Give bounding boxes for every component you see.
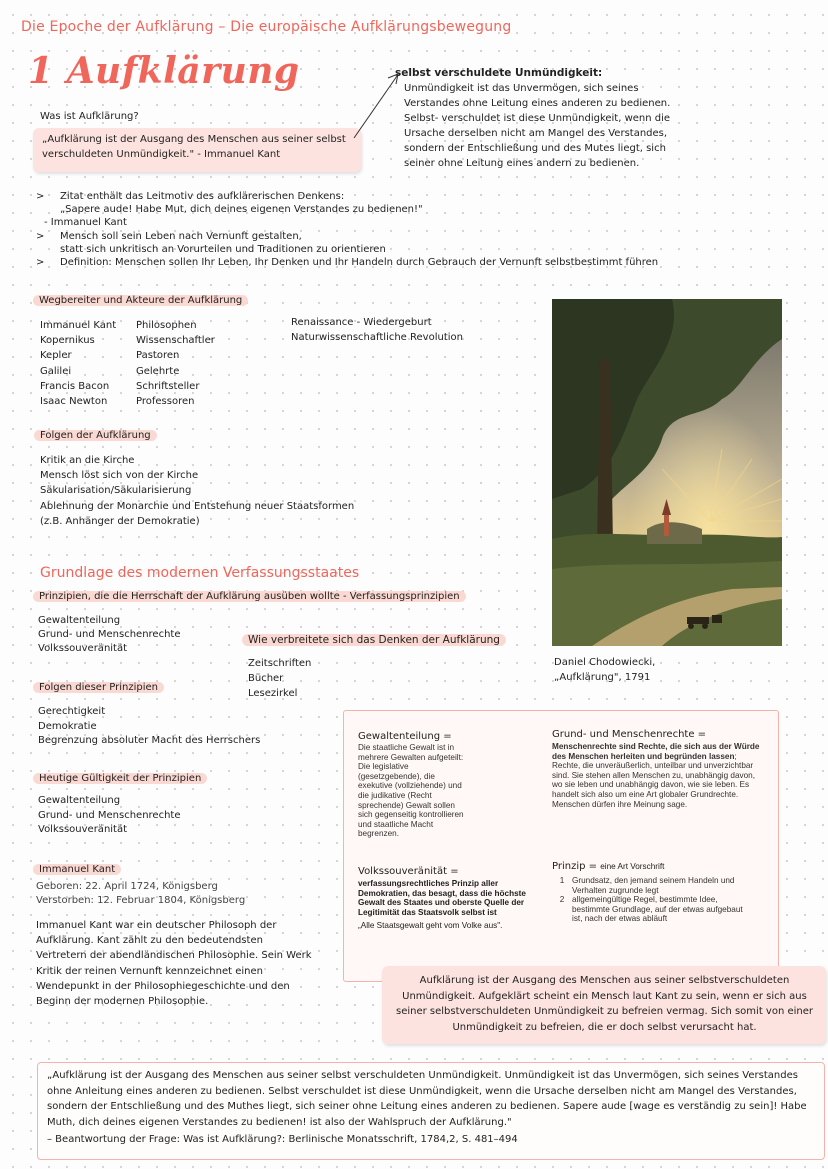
prinzip-item [552,876,762,895]
kant-bio-line: Kritik der reinen Vernunft kennzeichnet einen [36,965,263,977]
verbreitung-item: Bücher [248,673,284,684]
prinzip-number: 1 [559,876,565,885]
bullet-text: Zitat enthält das Leitmotiv des aufklärerischen Denkens: [60,191,345,202]
principles-list [38,614,180,656]
bullet-text: Definition: Menschen sollen Ihr Leben, Ihr Denken und Ihr Handeln durch Gebrauch der Vernunft selbstbestimmt führen [60,257,659,269]
prinzip-list [552,876,762,924]
painting-image [552,299,782,646]
wegbereiter-role: Philosophen [136,320,197,331]
caption-line: Daniel Chodowiecki, [554,657,656,668]
wegbereiter-epochs [291,315,463,345]
bullet-text: statt sich unkritisch an Vorurteilen und Traditionen zu orientieren [60,243,386,255]
wegbereiter-name: Immanuel Kant [40,320,117,331]
folgen-prinzipien-item: Demokratie [38,720,97,732]
wegbereiter-names [40,318,116,409]
wegbereiter-roles [136,318,215,409]
grundrechte-rest: ; Rechte, die unveräußerlich, unteilbar und unverzichtbar sind. Sie stehen allen Menschen zu, unabhängig davon, wo sie leben und unabhängig davon, wie sie leben. Es handelt sich also um eine Art globaler Grundrechte. Menschen dürfen ihre Meinung sage. [552,751,756,809]
heute-heading-text: Heutige Gültigkeit der Prinzipien [33,773,207,784]
kant-bio-line: Vertretern der abendländischen Philosophie. Sein Werk [36,950,312,962]
kant-born: Geboren: 22. April 1724, Königsberg [36,881,218,892]
folgen-item: (z.B. Anhänger der Demokratie) [40,515,200,527]
prinzip-text: allgemeingültige Regel, bestimmte Idee, bestimmte Grundlage, auf der etwas aufgebaut ist, nach der etwas abläuft [572,895,743,924]
grundrechte-text [552,742,762,809]
section-heading: 1 Aufklärung [28,50,300,92]
folgen-prinzipien-heading-text: Folgen dieser Prinzipien [33,682,164,693]
heute-item: Gewaltenteilung [38,795,121,806]
wegbereiter-role: Wissenschaftler [136,335,215,347]
kant-heading [33,862,121,877]
definition-line: Selbst- verschuldet ist diese Unmündigkeit, wenn die [404,113,671,124]
principle-item: Gewaltenteilung [38,615,121,626]
bullet-item [36,256,816,269]
kant-bio-line: Beginn der modernen Philosophie. [36,996,209,1008]
verbreitung-heading [242,633,506,648]
wegbereiter-name: Francis Bacon [40,380,110,392]
wegbereiter-role: Schriftsteller [136,380,200,392]
bullet-item [36,230,816,243]
kant-bio [36,918,336,1009]
wegbereiter-heading [33,293,248,308]
principle-item: Grund- und Menschenrechte [38,629,181,640]
wegbereiter-epoch: Renaissance - Wiedergeburt [291,317,432,328]
folgen-heading-text: Folgen der Aufklärung [34,430,157,441]
folgen-prinzipien-list [38,705,260,749]
volkssouveraenitaet-text: verfassungsrechtliches Prinzip aller Demokratien, das besagt, dass die höchste Gewalt des Staates und oberste Quelle der Legitimität das Staatsvolk selbst ist [358,879,526,917]
definition-block [395,66,695,171]
wegbereiter-name: Isaac Newton [40,396,108,408]
bullet-marker: > [36,191,45,202]
wegbereiter-role: Gelehrte [136,365,180,377]
definition-line: Unmündigkeit ist das Unvermögen, sich seines [404,83,639,94]
page-title: Die Epoche der Aufklärung – Die europäische Aufklärungsbewegung [21,19,512,35]
painting-caption [554,655,655,685]
definition-line: sondern der Entschließung und des Mutes liegt, sich [404,143,666,154]
heute-heading [33,771,207,786]
bullet-text: - Immanuel Kant [44,217,127,229]
heute-list [38,794,180,838]
verbreitung-item: Zeitschriften [248,658,312,669]
gewaltenteilung-text: Die staatliche Gewalt ist in mehrere Gewalten aufgeteilt: Die legislative (gesetzgebende), die exekutive (vollziehende) und die judikative (Recht sprechende) Gewalt sollen sich gegenseitig kontrollieren und staatliche Macht begrenzen. [358,743,464,839]
kant-quote: „Aufklärung ist der Ausgang des Menschen aus seiner selbst verschuldeten Unmündigkeit." - Immanuel Kant [42,134,346,160]
volkssouveraenitaet-title: Volkssouveränität = [358,866,459,877]
summary-text: Aufklärung ist der Ausgang des Menschen aus seiner selbstverschuldeten Unmündigkeit. Aufgeklärt scheint ein Mensch laut Kant zu sein, wenn er sich aus seiner selbstverschuldeten Unmündigkeit zu befreien vermag. Sich somit von einer Unmündigkeit zu befreien, die er doch selbst verursacht hat. [395,975,814,1033]
verbreitung-list [248,656,311,701]
prinzip-item [552,895,762,924]
grundrechte-block [552,728,762,809]
gewaltenteilung-title: Gewaltenteilung = [358,731,452,742]
wegbereiter-name: Galilei [40,365,72,377]
bullet-marker [36,203,60,216]
folgen-item: Ablehnung der Monarchie und Entstehung neuer Staatsformen [40,500,355,512]
folgen-prinzipien-item: Begrenzung absoluter Macht des Herrschers [38,735,261,746]
wegbereiter-role: Pastoren [136,350,180,362]
question-label: Was ist Aufklärung? [40,111,139,122]
wegbereiter-name: Kopernikus [40,335,95,347]
prinzip-text: Grundsatz, den jemand seinem Handeln und Verhalten zugrunde legt [572,876,735,895]
folgen-heading [34,428,157,443]
grundrechte-title: Grund- und Menschenrechte = [552,729,707,740]
wegbereiter-heading-text: Wegbereiter und Akteure der Aufklärung [33,295,248,306]
folgen-item: Säkularisation/Säkularisierung [40,485,192,497]
wegbereiter-role: Professoren [136,396,195,408]
folgen-item: Mensch löst sich von der Kirche [40,470,199,482]
kant-quote-box [33,128,361,172]
definition-line: Ursache derselben nicht am Mangel des Verstandes, [404,128,668,139]
folgen-prinzipien-item: Gerechtigkeit [38,706,106,717]
bottom-quote-text: „Aufklärung ist der Ausgang des Menschen aus seiner selbst verschuldeten Unmündigkeit. Unmündigkeit ist das Unvermögen, sich seines Verstandes ohne Anleitung eines anderen zu bedienen. Selbst verschuldet ist diese Unmündigkeit, wenn die Ursache derselben nicht am Mangel des Verstandes, sondern der Entschließung und des Muthes liegt, sich seiner ohne Leitung eines anderen zu bedienen. Sapere aude [wage es verständig zu sein]! Habe Muth, dich deines eigenen Verstandes zu bedienen! ist also der Wahlspruch der Aufklärung." [47,1070,807,1128]
folgen-item: Kritik an die Kirche [40,455,135,466]
painting-aufklaerung [552,299,782,646]
heute-item: Volkssouveränität [38,824,128,835]
definition-line: Verstandes ohne Leitung eines anderen zu bedienen. [404,98,671,109]
verfassung-subheading-text: Prinzipien, die die Herrschaft der Aufklärung ausüben wollte - Verfassungsprinzipien [33,591,466,602]
verfassung-subheading [33,589,466,604]
bullet-marker: > [36,257,45,269]
kant-bio-line: Aufklärung. Kant zählt zu den bedeutendsten [36,935,263,947]
bullet-list [36,190,816,269]
definition-line: seiner ohne Leitung eines andern zu bedienen. [404,158,640,169]
prinzip-title-line [552,860,762,874]
bullet-text: „Sapere aude! Habe Mut, dich deines eigenen Verstandes zu bedienen!" [60,204,423,216]
verbreitung-heading-text: Wie verbreitete sich das Denken der Aufklärung [242,634,506,646]
bullet-item [36,190,816,203]
principle-item: Volkssouveränität [38,643,128,654]
bottom-quote-source: – Beantwortung der Frage: Was ist Aufklärung?: Berlinische Monatsschrift, 1784,2, S. 481–494 [47,1134,518,1145]
volkssouveraenitaet-quote: „Alle Staatsgewalt geht vom Volke aus". [358,921,503,931]
kant-died: Verstorben: 12. Februar 1804, Königsberg [36,895,246,906]
kant-bio-line: Wendepunkt in der Philosophiegeschichte und den [36,980,290,992]
prinzip-number: 2 [559,895,565,905]
bullet-item [36,216,816,229]
kant-heading-text: Immanuel Kant [33,864,121,875]
bullet-marker [36,243,60,256]
heute-item: Grund- und Menschenrechte [38,809,181,821]
prinzip-small: eine Art Vorschrift [600,862,665,871]
verbreitung-item: Lesezirkel [248,688,298,699]
definition-text [395,81,695,171]
prinzip-block [552,860,762,924]
definition-title: selbst verschuldete Unmündigkeit: [395,67,603,79]
volkssouveraenitaet-block [358,864,548,931]
verfassung-heading: Grundlage des modernen Verfassungsstaates [40,565,360,581]
kant-bio-line: Immanuel Kant war ein deutscher Philosoph der [36,920,277,931]
bullet-marker [36,216,44,229]
folgen-list [40,453,354,529]
prinzip-title: Prinzip = [552,861,598,872]
caption-line: „Aufklärung", 1791 [554,672,651,683]
bullet-marker: > [36,230,45,242]
bullet-item [36,203,816,216]
bullet-text: Mensch soll sein Leben nach Vernunft gestalten, [60,230,302,242]
bullet-item [36,243,816,256]
folgen-prinzipien-heading [33,680,164,695]
grundrechte-bold: Menschenrechte sind Rechte, die sich aus der Würde des Menschen herleiten und begründen lassen [552,742,760,761]
gewaltenteilung-block [358,730,508,839]
wegbereiter-name: Kepler [40,350,72,362]
wegbereiter-epoch: Naturwissenschaftliche Revolution [291,332,463,344]
